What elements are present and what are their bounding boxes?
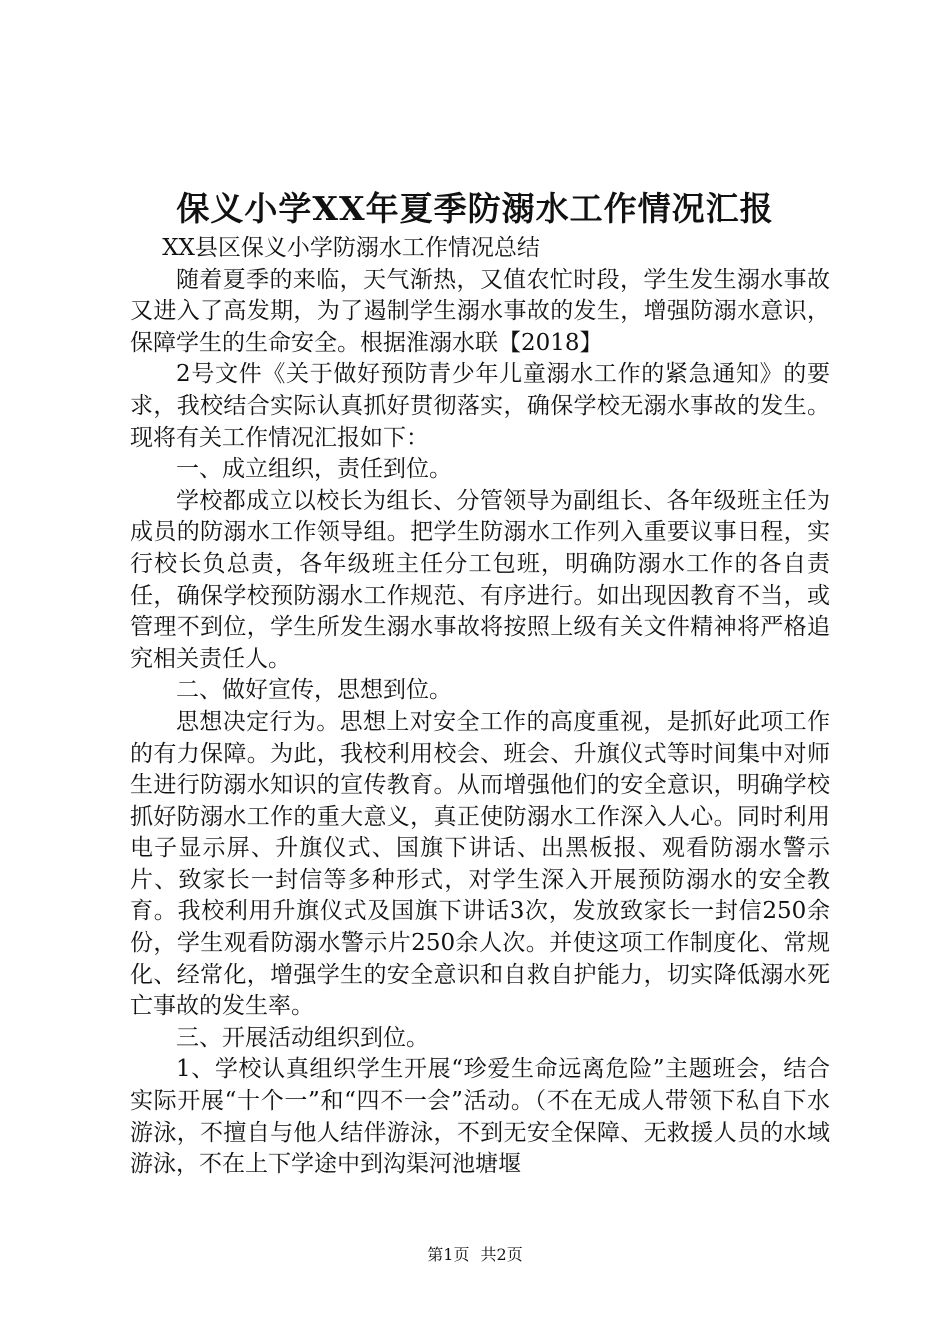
document-body — [130, 233, 830, 1181]
section-heading-1: 一、成立组织，责任到位。 — [176, 456, 452, 483]
paragraph-section-1: 学校都成立以校长为组长、分管领导为副组长、各年级班主任为成员的防溺水工作领导组。把学生防溺水工作列入重要议事日程，实行校长负总责，各年级班主任分工包班，明确防溺水工作的各自责任，确保学校预防溺水工作规范、有序进行。如出现因教育不当，或管理不到位，学生所发生溺水事故将按照上级有关文件精神将严格追究相关责任人。 — [130, 487, 830, 672]
section-heading-2: 二、做好宣传，思想到位。 — [176, 677, 452, 704]
section-heading-3: 三、开展活动组织到位。 — [176, 1024, 429, 1051]
document-title: 保义小学XX年夏季防溺水工作情况汇报 — [176, 189, 774, 228]
page-number: 第1页 — [427, 1245, 470, 1264]
paragraph-section-3-item-1: 1、学校认真组织学生开展“珍爱生命远离危险”主题班会，结合实际开展“十个一”和“四不一会”活动。（不在无成人带领下私自下水游泳，不擅自与他人结伴游泳，不到无安全保障、无救援人员的水域游泳，不在上下学途中到沟渠河池塘堰 — [130, 1056, 830, 1178]
page-footer — [0, 1244, 950, 1266]
page-total: 共2页 — [480, 1245, 523, 1264]
paragraph-section-2: 思想决定行为。思想上对安全工作的高度重视，是抓好此项工作的有力保障。为此，我校利用校会、班会、升旗仪式等时间集中对师生进行防溺水知识的宣传教育。从而增强他们的安全意识，明确学校抓好防溺水工作的重大意义，真正使防溺水工作深入人心。同时利用电子显示屏、升旗仪式、国旗下讲话、出黑板报、观看防溺水警示片、致家长一封信等多种形式，对学生深入开展预防溺水的安全教育。我校利用升旗仪式及国旗下讲话3次，发放致家长一封信250余份，学生观看防溺水警示片250余人次。并使这项工作制度化、常规化、经常化，增强学生的安全意识和自救自护能力，切实降低溺水死亡事故的发生率。 — [130, 708, 830, 1020]
paragraph-intro-cont: 2号文件《关于做好预防青少年儿童溺水工作的紧急通知》的要求，我校结合实际认真抓好贯彻落实，确保学校无溺水事故的发生。现将有关工作情况汇报如下： — [130, 361, 830, 451]
paragraph-intro: 随着夏季的来临，天气渐热，又值农忙时段，学生发生溺水事故又进入了高发期，为了遏制学生溺水事故的发生，增强防溺水意识，保障学生的生命安全。根据淮溺水联【2018】 — [130, 266, 830, 356]
document-subtitle: XX县区保义小学防溺水工作情况总结 — [162, 235, 540, 261]
